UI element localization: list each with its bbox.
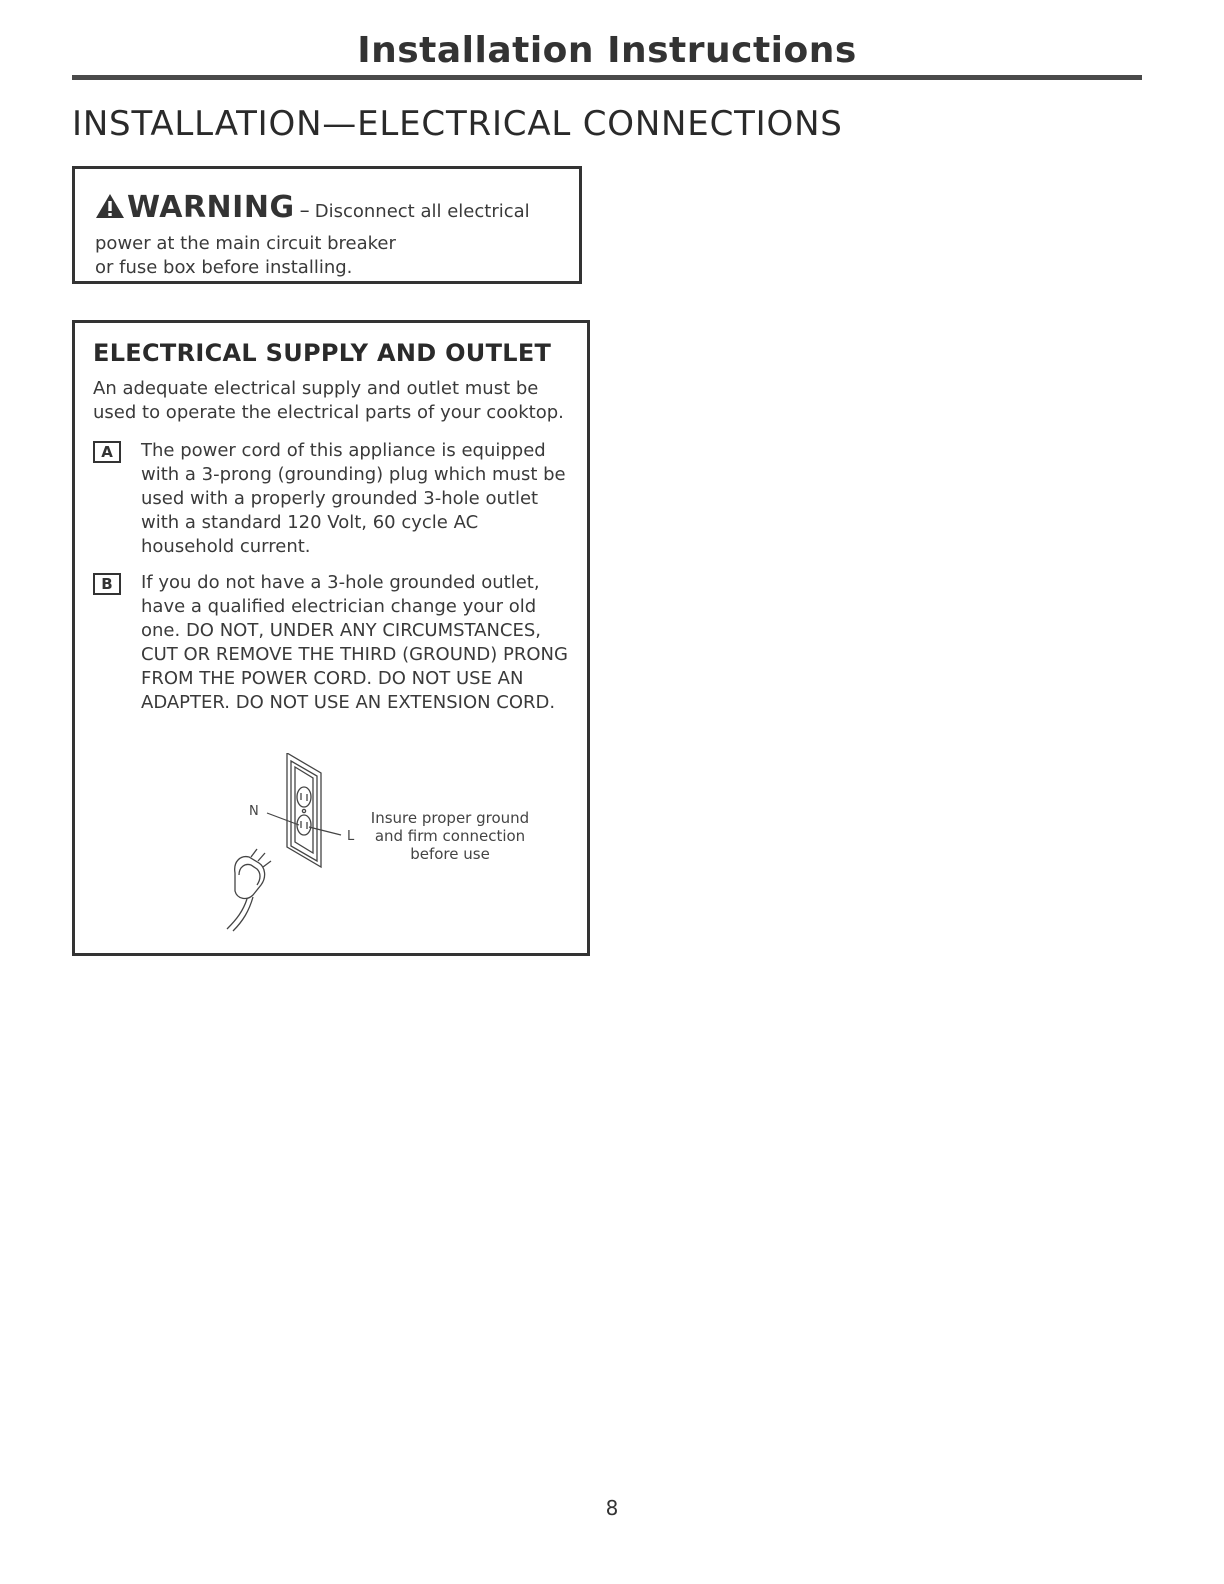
header-title: Installation Instructions (357, 30, 857, 71)
item-text: The power cord of this appliance is equipped with a 3-prong (grounding) plug which must be used with a properly grounded 3-hole outlet with a standard 120 Volt, 60 cycle AC household current. (141, 440, 566, 557)
warning-triangle-icon (95, 192, 125, 232)
warning-heading-line (95, 191, 559, 232)
header-rule (72, 75, 1142, 80)
wall-outlet-icon (287, 753, 321, 867)
warning-dash: – (299, 198, 310, 222)
page-number: 8 (605, 1496, 619, 1520)
page-header (72, 30, 1142, 80)
warning-text-line1: Disconnect all electrical (314, 201, 530, 222)
supply-intro: An adequate electrical supply and outlet must be used to operate the electrical parts of your cooktop. (93, 378, 564, 423)
supply-title: ELECTRICAL SUPPLY AND OUTLET (93, 339, 552, 367)
warning-label: WARNING (127, 190, 295, 225)
warning-box (72, 166, 582, 284)
illustration-caption: Insure proper ground and firm connection before use (370, 809, 530, 863)
list-item (93, 571, 569, 715)
line-label: L (347, 829, 355, 844)
item-marker: B (93, 573, 121, 595)
plug-icon (227, 849, 271, 931)
item-marker: A (93, 441, 121, 463)
neutral-label: N (249, 804, 259, 819)
list-item (93, 439, 569, 559)
electrical-supply-box (72, 320, 590, 956)
warning-text-line2: power at the main circuit breaker (95, 233, 396, 254)
warning-text-line3: or fuse box before installing. (95, 257, 353, 278)
item-text: If you do not have a 3-hole grounded outlet, have a qualified electrician change your old one. DO NOT, UNDER ANY CIRCUMSTANCES, CUT OR REMOVE THE THIRD (GROUND) PRONG FROM THE POWER CORD. DO NOT USE AN ADAPTER. DO NOT USE AN EXTENSION CORD. (141, 572, 568, 713)
section-title: INSTALLATION—ELECTRICAL CONNECTIONS (72, 104, 843, 144)
